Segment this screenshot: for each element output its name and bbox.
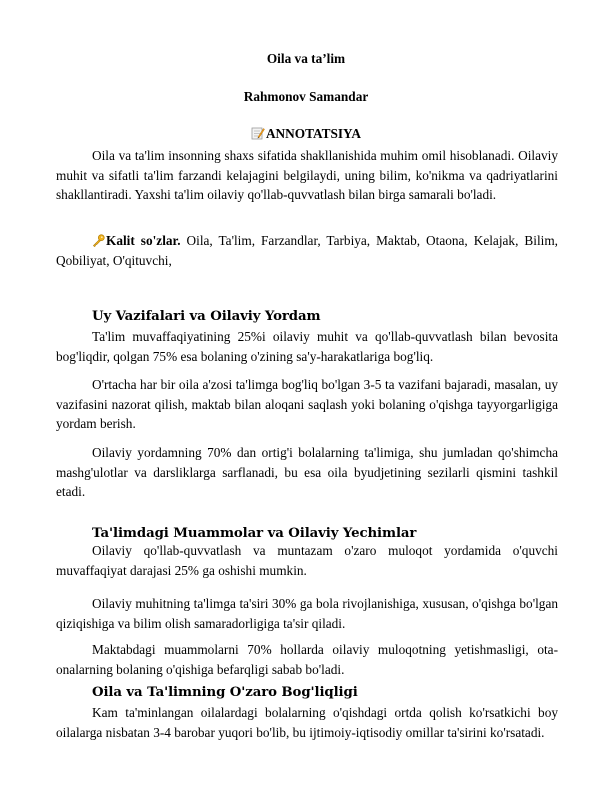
section-paragraph: Oilaviy muhitning ta'limga ta'siri 30% ga bola rivojlanishiga, xususan, o'qishga bo'lgan qiziqishiga va bilim olish samaradorligiga ta'sir qiladi. [56,596,558,631]
section-1-block [56,375,558,434]
memo-icon [251,126,265,140]
paper-title: Oila va ta’lim [266,51,346,66]
author-name: Rahmonov Samandar [243,89,369,104]
section-2-block [56,640,558,679]
keywords-label: Kalit so'zlar. [106,233,181,248]
keywords-paragraph [56,231,558,270]
section-paragraph: O'rtacha har bir oila a'zosi ta'limga bog'liq bo'lgan 3-5 ta vazifani bajaradi, masalan, uy vazifasini nazorat qilish, maktab bilan aloqani saqlash yoki bolaning o'qishga tayyorgarligiga yordam berish. [56,377,558,431]
section-paragraph: Oilaviy yordamning 70% dan ortig'i bolalarning ta'limiga, shu jumladan qo'shimcha mashg'ulotlar va darsliklarga sarflanadi, bu esa oila byudjetining sezilarli qismini tashkil etadi. [56,445,558,499]
section-3-block [56,703,558,742]
section-2-block [56,594,558,633]
annotation-heading-text: ANNOTATSIYA [265,126,362,141]
section-heading: Oila va Ta'limning O'zaro Bog'liqligi [92,685,358,700]
section-2-block [56,541,558,580]
annotation-heading [0,126,612,142]
annotation-text-block [56,146,558,205]
section-paragraph: Ta'lim muvaffaqiyatining 25%i oilaviy muhit va qo'llab-quvvatlash bilan bevosita bog'liqdir, qolgan 75% esa bolaning o'zining sa'y-harakatlariga bog'liq. [56,329,558,364]
section-heading: Uy Vazifalari va Oilaviy Yordam [92,309,321,324]
annotation-paragraph: Oila va ta'lim insonning shaxs sifatida shakllanishida muhim omil hisoblanadi. Oilaviy muhit va sifatli ta'lim farzandi kelajagini belgilaydi, uning bilim, ko'nikma va qadriyatlarini shakllantiradi. Yaxshi ta'lim oilaviy qo'llab-quvvatlash bilan birga samarali bo'ladi. [56,148,558,202]
keywords-block [56,231,558,270]
section-paragraph: Maktabdagi muammolarni 70% hollarda oilaviy muloqotning yetishmasligi, ota-onalarning bolaning o'qishiga befarqligi sabab bo'ladi. [56,642,558,677]
key-icon [92,234,105,247]
section-1-block [56,443,558,502]
keywords-list: Oila, Ta'lim, Farzandlar, Tarbiya, Maktab, Otaona, Kelajak, Bilim, Qobiliyat, O'qituvchi, [56,233,558,268]
section-paragraph: Oilaviy qo'llab-quvvatlash va muntazam o'zaro muloqot yordamida o'quvchi muvaffaqiyat darajasi 25% ga oshishi mumkin. [56,543,558,578]
section-heading: Ta'limdagi Muammolar va Oilaviy Yechimlar [92,526,417,541]
section-paragraph: Kam ta'minlangan oilalardagi bolalarning o'qishdagi ortda qolish ko'rsatkichi boy oilalarga nisbatan 3-4 barobar yuqori bo'lib, bu ijtimoiy-iqtisodiy omillar ta'sirini ko'rsatadi. [56,705,558,740]
section-1-block [56,327,558,366]
